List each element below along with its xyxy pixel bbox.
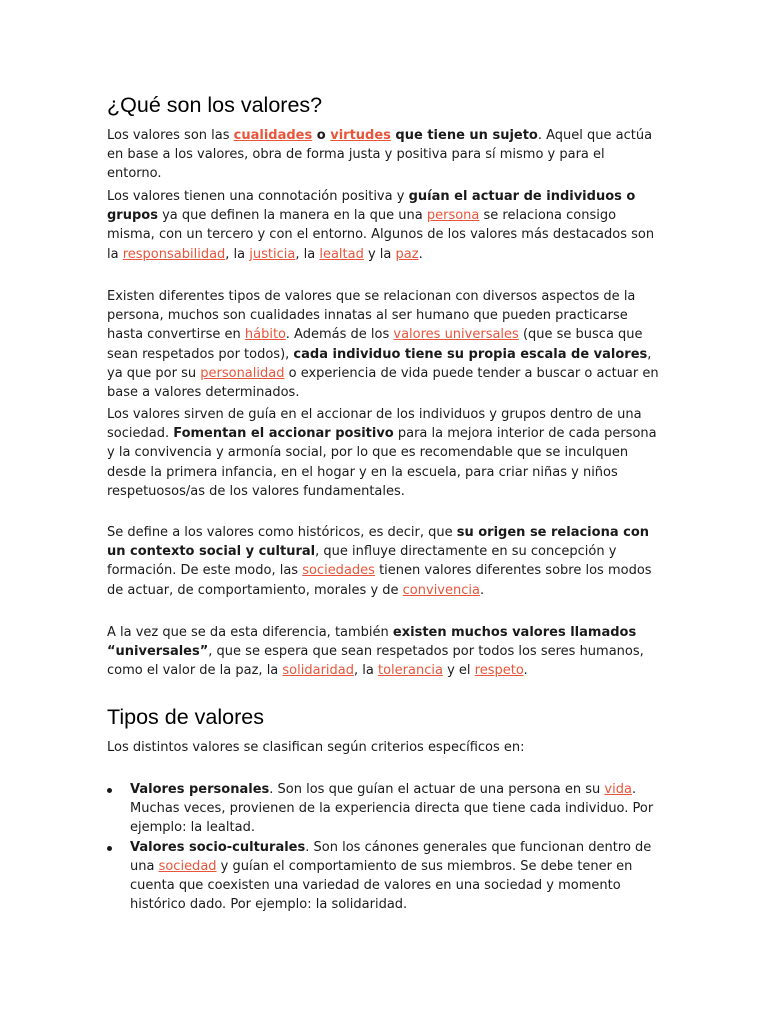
list-item <box>107 780 663 838</box>
text: y la <box>363 246 396 262</box>
text: para la mejora interior de cada persona y la convivencia y armonía social, por lo que es recomendable que se inculquen desde la primera infancia, en el hogar y en la escuela, para criar niñas y niños respetuosos/as de los valores fundamentales. <box>107 426 657 499</box>
text: Los valores tienen una connotación positiva y <box>107 189 409 204</box>
link-convivencia[interactable]: convivencia <box>402 582 480 598</box>
text: (que se busca que sean respetados por todos), <box>107 327 643 362</box>
intro-text: Los distintos valores se clasifican según criterios específicos en: <box>107 740 525 755</box>
text: , que influye directamente en su concepción y formación. De este modo, las <box>107 544 617 579</box>
text: . Son los cánones generales que funcionan dentro de una <box>130 839 652 874</box>
text: se relaciona consigo misma, con un tercero y con el entorno. Algunos de los valores más destacados son la <box>107 208 655 262</box>
text: . <box>523 663 528 679</box>
text: o experiencia de vida puede tender a buscar o actuar en base a valores determinados. <box>107 365 659 401</box>
bold-text: cada individuo tiene su propia escala de valores <box>293 346 648 362</box>
valores-list <box>107 780 663 914</box>
text: , la <box>354 663 378 679</box>
link-sociedades[interactable]: sociedades <box>302 563 375 579</box>
text: tienen valores diferentes sobre los modos de actuar, de comportamiento, morales y de <box>107 563 652 598</box>
paragraph-5 <box>107 523 663 600</box>
link-responsabilidad[interactable]: responsabilidad <box>122 246 226 262</box>
link-valores-universales[interactable]: valores universales <box>393 327 519 343</box>
link-sociedad[interactable]: sociedad <box>158 858 217 874</box>
text: Se define a los valores como históricos, es decir, que <box>107 525 457 540</box>
bold-text: Valores socio-culturales <box>130 839 306 855</box>
heading-que-son-los-valores: ¿Qué son los valores? <box>107 93 323 117</box>
paragraph-1 <box>107 126 663 184</box>
text: Los valores sirven de guía en el accionar de los individuos y grupos dentro de una sociedad. <box>107 407 642 442</box>
text: , ya que por su <box>107 346 652 381</box>
text: . <box>479 582 485 598</box>
text: . Muchas veces, provienen de la experiencia directa que tiene cada individuo. Por ejemplo: la lealtad. <box>130 782 654 836</box>
text: y el <box>442 663 475 679</box>
paragraph-4 <box>107 405 663 501</box>
text: . Además de los <box>285 327 394 343</box>
list-item <box>107 838 663 915</box>
text: Los valores son las <box>107 128 234 143</box>
link-personalidad[interactable]: personalidad <box>200 365 285 381</box>
bold-text: guían el actuar de individuos o grupos <box>107 189 636 224</box>
link-paz[interactable]: paz <box>395 246 419 262</box>
bold-text: existen muchos valores llamados “universales” <box>107 625 637 660</box>
link-solidaridad[interactable]: solidaridad <box>282 663 355 679</box>
link-vida[interactable]: vida <box>604 782 632 797</box>
text: Existen diferentes tipos de valores que se relacionan con diversos aspectos de la persona, muchos son cualidades innatas al ser humano que pueden practicarse hasta convertirse en <box>107 289 636 343</box>
heading-tipos-de-valores: Tipos de valores <box>107 705 264 729</box>
text: , que se espera que sean respetados por todos los seres humanos, como el valor de la paz, la <box>107 644 644 679</box>
link-respeto[interactable]: respeto <box>474 663 524 679</box>
link-justicia[interactable]: justicia <box>249 246 296 262</box>
paragraph-3 <box>107 287 663 402</box>
bold-text: que tiene un sujeto <box>390 128 538 143</box>
link-habito[interactable]: hábito <box>244 327 286 343</box>
link-lealtad[interactable]: lealtad <box>319 246 364 262</box>
bold-text: Valores personales <box>130 782 270 797</box>
bold-text: Fomentan el accionar positivo <box>173 426 394 442</box>
bold-text: su origen se relaciona con un contexto social y cultural <box>107 525 650 560</box>
link-persona[interactable]: persona <box>426 208 480 224</box>
link-tolerancia[interactable]: tolerancia <box>378 663 443 679</box>
link-cualidades[interactable]: cualidades <box>233 128 313 143</box>
bold-text: o <box>312 128 331 143</box>
link-virtudes[interactable]: virtudes <box>330 128 391 143</box>
text: . Aquel que actúa en base a los valores, obra de forma justa y positiva para sí mismo y para el entorno. <box>107 128 653 182</box>
text: , la <box>225 246 250 262</box>
text: y guían el comportamiento de sus miembros. Se debe tener en cuenta que coexisten una variedad de valores en una sociedad y momento histórico dado. Por ejemplo: la solidaridad. <box>130 858 633 913</box>
text: , la <box>295 246 320 262</box>
paragraph-6 <box>107 623 663 681</box>
text: . Son los que guían el actuar de una persona en su <box>269 782 605 797</box>
text: . <box>418 246 423 262</box>
text: ya que definen la manera en la que una <box>157 208 427 224</box>
paragraph-2 <box>107 187 663 264</box>
text: A la vez que se da esta diferencia, también <box>107 625 393 640</box>
